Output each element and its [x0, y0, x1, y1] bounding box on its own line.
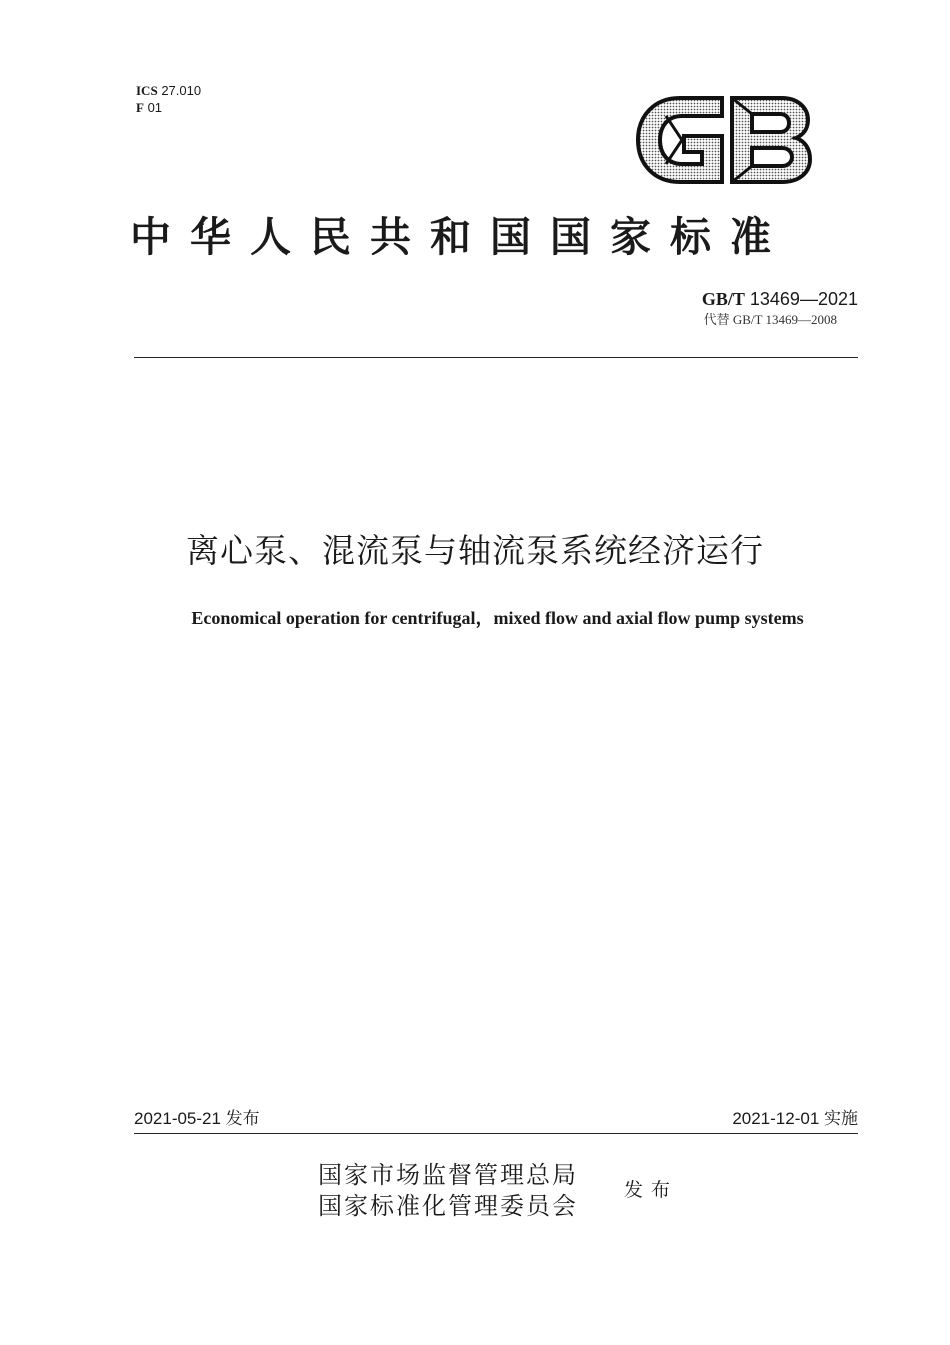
chinese-title: 离心泵、混流泵与轴流泵系统经济运行: [186, 531, 764, 570]
top-divider: [134, 357, 858, 358]
ics-code: ICS 27.010: [136, 83, 202, 98]
gb-logo: [636, 96, 812, 184]
issue-date: 2021-05-21 发布: [134, 1109, 260, 1128]
issuer-sac: 国家标准化管理委员会: [318, 1192, 578, 1220]
ccs-code: F 01: [136, 100, 163, 115]
issuer-samr: 国家市场监督管理总局: [318, 1161, 578, 1189]
logo-letter-g: [638, 98, 722, 182]
standard-number-value: 13469—2021: [749, 289, 858, 309]
logo-text: GB: [636, 96, 638, 97]
issuing-authorities: [318, 1160, 578, 1222]
classification-codes: [136, 82, 201, 116]
standard-prefix: GB/T: [701, 289, 745, 309]
replaces-standard: 代替 GB/T 13469—2008: [703, 312, 837, 327]
issue-action: 发布: [624, 1179, 679, 1201]
logo-letter-b: [732, 98, 810, 182]
effective-date: 2021-12-01 实施: [732, 1109, 858, 1128]
national-standard-heading: 中华人民共和国国家标准: [130, 213, 790, 261]
english-title: Economical operation for centrifugal，mixed flow and axial flow pump systems: [191, 608, 804, 628]
bottom-divider: [134, 1133, 858, 1134]
standard-number: [702, 288, 858, 310]
